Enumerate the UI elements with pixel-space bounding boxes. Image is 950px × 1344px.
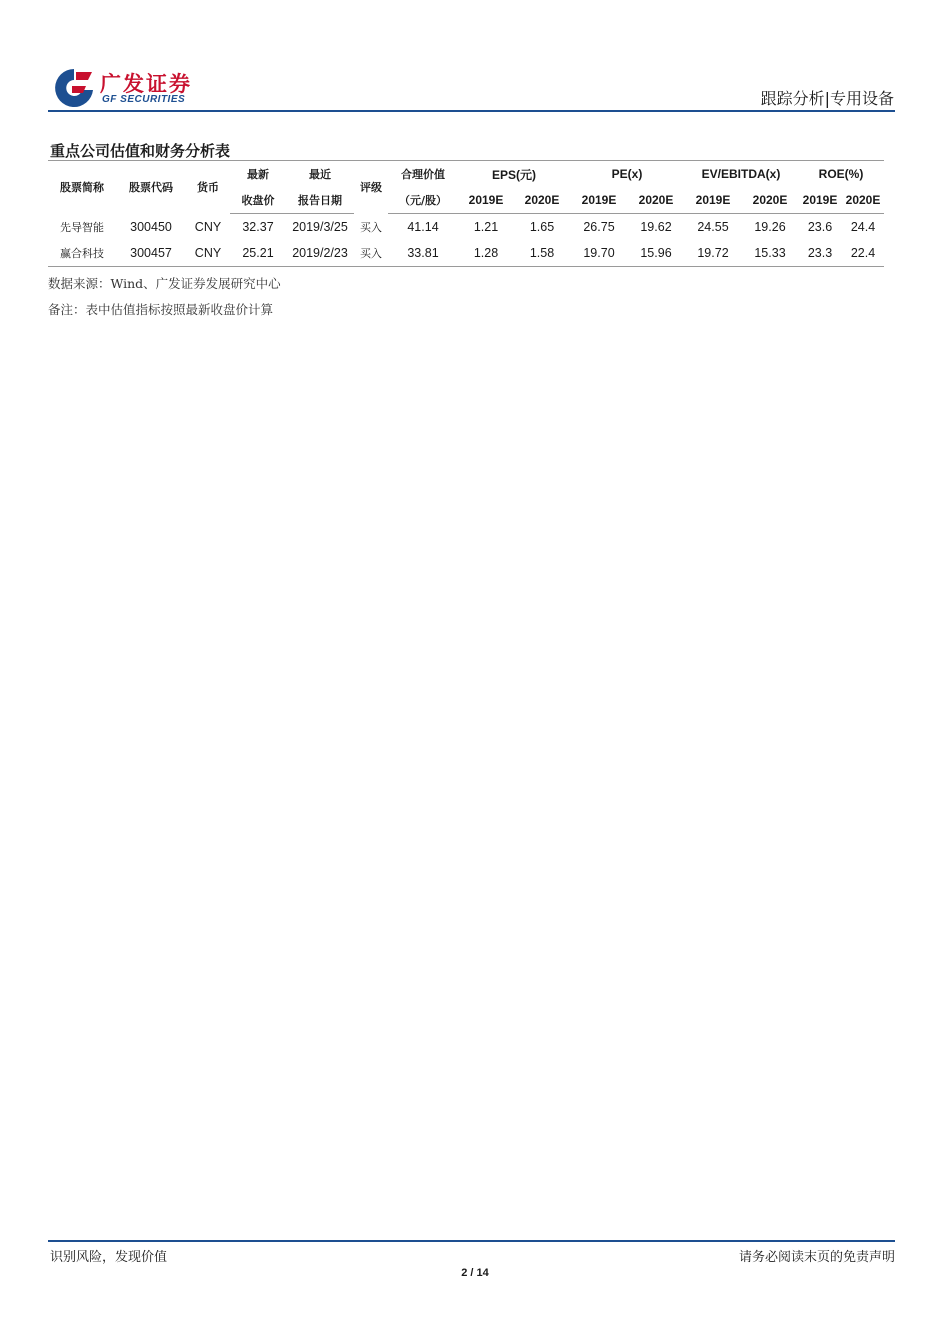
cell-roe-2020e: 24.4 (850, 220, 876, 234)
cell-report-date: 2019/3/25 (292, 220, 348, 234)
header-pe-2020e: 2020E (628, 187, 684, 214)
data-source-note: 数据来源：Wind、广发证券发展研究中心 (48, 276, 281, 291)
header-eps-2019e: 2019E (458, 187, 514, 214)
cell-ev-2020e: 19.26 (754, 220, 786, 234)
cell-eps-2020e: 1.65 (529, 220, 555, 234)
logo-text-cn: 广发证券 (100, 72, 192, 96)
logo-text-en: GF SECURITIES (102, 94, 186, 105)
cell-eps-2020e: 1.58 (514, 240, 570, 267)
header-roe-2020e: 2020E (842, 187, 884, 214)
cell-currency: CNY (186, 240, 230, 267)
header-roe-2019e: 2019E (798, 187, 842, 214)
cell-ev-2019e: 24.55 (697, 220, 729, 234)
header-currency: 货币 (186, 161, 230, 214)
footer-disclaimer: 请务必阅读末页的免责声明 (738, 1250, 895, 1265)
cell-code: 300457 (116, 240, 186, 267)
cell-name: 赢合科技 (48, 240, 116, 267)
cell-pe-2020e: 15.96 (628, 240, 684, 267)
remark-note: 备注：表中估值指标按照最新收盘价计算 (48, 302, 274, 317)
header-ev-ebitda: EV/EBITDA(x) (684, 161, 798, 188)
cell-eps-2019e: 1.28 (458, 240, 514, 267)
table-title: 重点公司估值和财务分析表 (50, 142, 231, 160)
header-divider (48, 110, 895, 112)
cell-fair-value: 41.14 (407, 220, 439, 234)
header-code: 股票代码 (116, 161, 186, 214)
header-date-line2: 报告日期 (286, 187, 354, 214)
header-pe-2019e: 2019E (570, 187, 628, 214)
cell-pe-2019e: 26.75 (583, 220, 615, 234)
report-section-label: 跟踪分析|专用设备 (760, 89, 894, 108)
cell-rating: 买入 (360, 220, 382, 234)
header-eps-2020e: 2020E (514, 187, 570, 214)
gf-logo-icon (52, 66, 96, 110)
company-logo (52, 66, 212, 110)
page-number: 2 / 14 (461, 1267, 489, 1279)
header-fair-value-line1: 合理价值 (388, 161, 458, 188)
table-row (48, 240, 884, 267)
header-row-1 (48, 161, 884, 188)
header-pe: PE(x) (570, 161, 684, 188)
header-ev-2019e: 2019E (684, 187, 742, 214)
cell-ev-2019e: 19.72 (684, 240, 742, 267)
cell-currency: CNY (194, 219, 222, 234)
header-eps: EPS(元) (458, 161, 570, 188)
cell-roe-2020e: 22.4 (842, 240, 884, 267)
cell-close: 32.37 (242, 220, 274, 234)
cell-eps-2019e: 1.21 (473, 220, 499, 234)
header-fair-value-line2: （元/股） (388, 187, 458, 214)
header-date-line1: 最近 (286, 161, 354, 188)
cell-report-date: 2019/2/23 (286, 240, 354, 267)
cell-rating: 买入 (354, 240, 388, 267)
cell-roe-2019e: 23.3 (798, 240, 842, 267)
cell-close: 25.21 (230, 240, 286, 267)
cell-roe-2019e: 23.6 (807, 220, 833, 234)
cell-pe-2019e: 19.70 (570, 240, 628, 267)
header-name: 股票简称 (48, 161, 116, 214)
header-roe: ROE(%) (798, 161, 884, 188)
valuation-table (48, 160, 884, 267)
cell-fair-value: 33.81 (388, 240, 458, 267)
header-close-line1: 最新 (230, 161, 286, 188)
cell-pe-2020e: 19.62 (640, 220, 672, 234)
header-ev-2020e: 2020E (742, 187, 798, 214)
cell-ev-2020e: 15.33 (742, 240, 798, 267)
table-row (48, 214, 884, 241)
valuation-table-container (48, 160, 884, 267)
header-rating: 评级 (354, 161, 388, 214)
footer-slogan: 识别风险，发现价值 (50, 1250, 168, 1265)
cell-name: 先导智能 (60, 220, 104, 234)
footer-divider (48, 1240, 895, 1242)
header-close-line2: 收盘价 (230, 187, 286, 214)
cell-code: 300450 (130, 219, 172, 234)
